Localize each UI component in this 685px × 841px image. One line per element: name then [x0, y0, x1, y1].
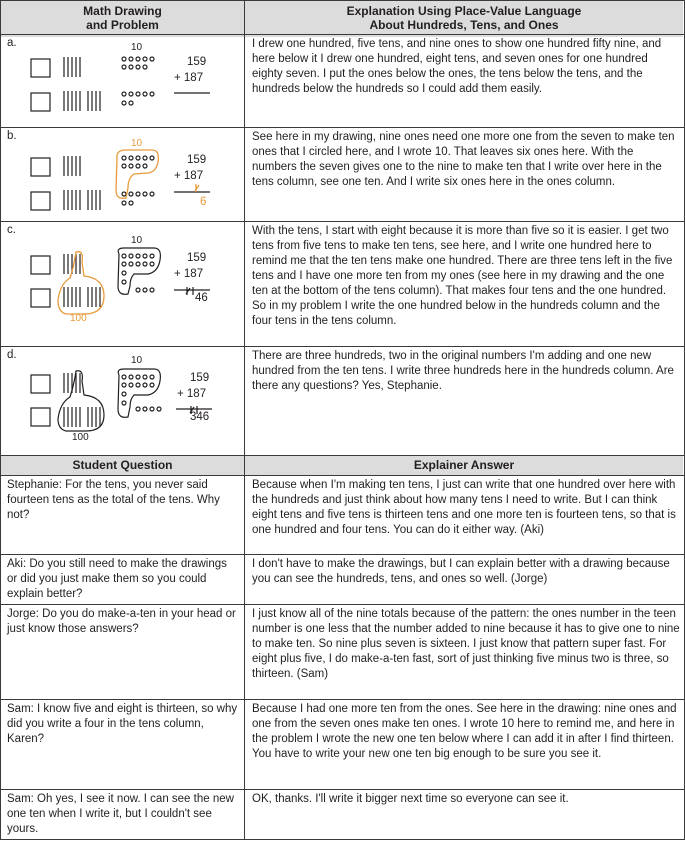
- tens-mark-b: 10: [131, 138, 143, 149]
- header-explanation: [245, 1, 683, 37]
- top-number-c: 159: [187, 252, 207, 264]
- question-1: Stephanie: For the tens, you never said fourteen tens as the total of the tens. Why not?: [7, 479, 220, 521]
- header-explainer-answer: Explainer Answer: [245, 456, 683, 475]
- header-drawing-line2: and Problem: [86, 18, 159, 32]
- explanation-c: With the tens, I start with eight because it is more than five so it is easier. I get two tens from five tens to make ten tens, see here, and I write one hundred here to remind me that the ten tens make one hundred. There are three tens left in the five tens and I have one more ten from my ones (see here in my drawing and the one ten at the bottom of the tens column). That makes four tens and the one hundred. So in my problem I write the one hundred below in the hundreds column and the four tens in the tens column.: [252, 225, 673, 327]
- rule: [0, 839, 685, 840]
- bottom-number-c: + 187: [174, 268, 204, 280]
- rule: [0, 475, 685, 476]
- rule: [0, 604, 685, 605]
- answer-5: OK, thanks. I'll write it bigger next time so everyone can see it.: [252, 793, 569, 805]
- bottom-number-d: + 187: [177, 388, 207, 400]
- carry-one-mark: [195, 184, 199, 192]
- rule: [0, 554, 685, 555]
- place-value-drawing-c: [0, 222, 244, 346]
- letter-d: d.: [7, 349, 17, 361]
- drawing-a: [0, 35, 244, 126]
- top-number-d: 159: [190, 372, 210, 384]
- place-value-drawing-d: [0, 347, 244, 455]
- rule: [0, 34, 685, 35]
- drawing-b: [0, 128, 244, 220]
- hundred-loop: [58, 371, 104, 431]
- hundred-mark-d: 100: [72, 432, 89, 443]
- answer-3: I just know all of the nine totals because of the pattern: the ones number in the teen number is one less that the number added to nine because it has to give one to nine to make ten. So nine plus seven is sixteen. I just know that pattern super fast. For eight plus five, I do make-a-ten fast, sort of just thinking five minus two is three, so thirteen. (Sam): [252, 608, 680, 680]
- answer-c: 46: [195, 292, 208, 304]
- place-value-drawing-b: [0, 128, 244, 220]
- tens-sticks-bottom: [64, 91, 100, 111]
- tens-mark-c: 10: [131, 235, 143, 246]
- ones-dots-top: [122, 57, 154, 69]
- answer-1: Because when I'm making ten tens, I just can write that one hundred over here with the hundreds and just think about how many tens I need to write. But I can think eight tens and five tens is thirteen tens and one more ten is fourteen tens, so that is one hundred and four tens. You can do it either way. (Aki): [252, 479, 676, 536]
- answer-4: Because I had one more ten from the ones. See here in the drawing: nine ones and one from the seven ones make ten ones. I wrote 10 here to remind me, and here in the problem I wrote the new one ten below where I can add it in after I find thirteen. You have to write your new one ten big enough to be sure you see it.: [252, 703, 677, 760]
- tens-mark-a: 10: [131, 42, 143, 53]
- question-3: Jorge: Do you do make-a-ten in your head or just know those answers?: [7, 608, 236, 635]
- hundred-loop: [58, 252, 104, 314]
- rule: [0, 221, 685, 222]
- tens-sticks-top: [64, 57, 80, 77]
- rule: [244, 0, 245, 840]
- drawing-c: [0, 222, 244, 346]
- hundred-mark-c: 100: [70, 313, 87, 324]
- header-explanation-line2: About Hundreds, Tens, and Ones: [369, 18, 559, 32]
- question-5: Sam: Oh yes, I see it now. I can see the new one ten when I write it, but I couldn't see yours.: [7, 793, 234, 835]
- header-explanation-line1: Explanation Using Place-Value Language: [346, 4, 582, 18]
- explanation-b: See here in my drawing, nine ones need one more one from the seven to make ten ones that I circled here, and I wrote 10. That leaves six ones here. With the numbers the seven gives one to the nine to make ten that I write over here in the tens column, see one ten. And I write six ones here in the ones column.: [252, 131, 675, 188]
- answer-d: 346: [190, 411, 210, 423]
- rule: [0, 0, 1, 840]
- ones-dots-bottom: [122, 92, 154, 105]
- top-number-a: 159: [187, 56, 207, 68]
- rule: [0, 455, 685, 456]
- answer-2: I don't have to make the drawings, but I can explain better with a drawing because you can see the hundreds, tens, and ones so well. (Jorge): [252, 558, 670, 585]
- question-2: Aki: Do you still need to make the drawings or did you just make them so you could explain better?: [7, 558, 227, 600]
- place-value-drawing-a: [0, 35, 244, 126]
- rule: [0, 789, 685, 790]
- rule: [0, 346, 685, 347]
- header-student-question: Student Question: [1, 456, 244, 475]
- explanation-d: There are three hundreds, two in the original numbers I'm adding and one new hundred from the ten tens. I write three hundreds here in the hundreds column. Are there any questions? Yes, Stephanie.: [252, 350, 674, 392]
- header-drawing: [1, 1, 244, 37]
- answer-b: 6: [200, 196, 207, 208]
- bottom-number-a: + 187: [174, 72, 204, 84]
- hundred-square-icon: [31, 59, 50, 77]
- drawing-d: [0, 347, 244, 455]
- tens-mark-d: 10: [131, 355, 143, 366]
- rule: [0, 699, 685, 700]
- hundred-square-icon: [31, 93, 50, 111]
- letter-b: b.: [7, 130, 17, 142]
- header-drawing-line1: Math Drawing: [83, 4, 162, 18]
- carry-marks: [186, 287, 193, 295]
- rule: [0, 127, 685, 128]
- explanation-a: I drew one hundred, five tens, and nine ones to show one hundred fifty nine, and here below it I drew one hundred, eight tens, and seven ones for one hundred eighty seven. I put the ones below the ones, the tens below the tens, and the hundreds below the hundreds so I could add them easily.: [252, 38, 662, 95]
- rule: [0, 0, 685, 1]
- letter-c: c.: [7, 224, 16, 236]
- question-4: Sam: I know five and eight is thirteen, so why did you write a four in the tens column, Karen?: [7, 703, 238, 745]
- make-ten-loop: [116, 150, 199, 198]
- top-number-b: 159: [187, 154, 207, 166]
- bottom-number-b: + 187: [174, 170, 204, 182]
- letter-a: a.: [7, 37, 17, 49]
